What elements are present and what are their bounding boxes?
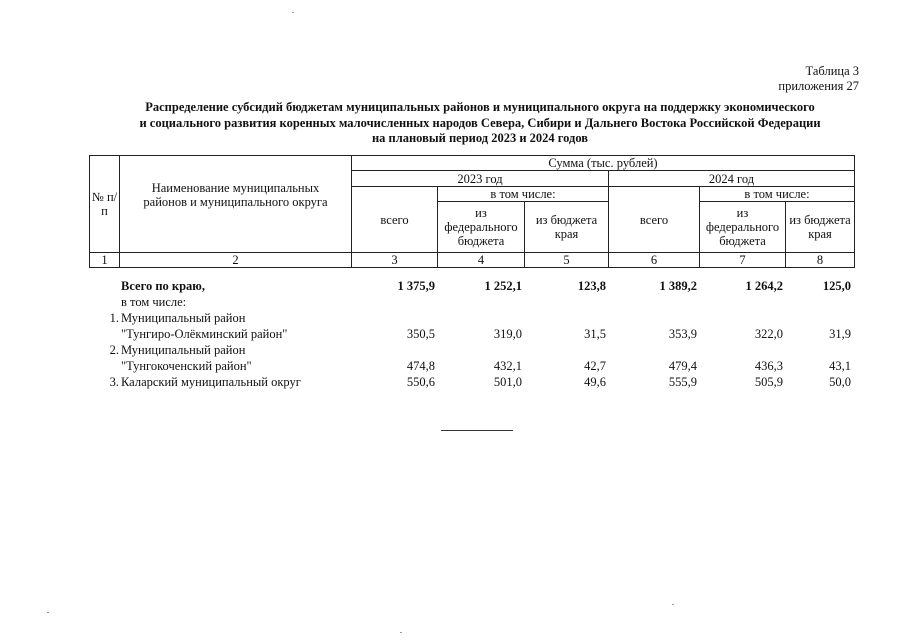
col-number: 5 (525, 253, 609, 268)
col-number: 8 (786, 253, 855, 268)
total-row-name: Всего по краю, (121, 279, 205, 293)
row-name: Каларский муниципальный округ (121, 375, 301, 389)
row-value: 42,7 (584, 359, 606, 373)
scan-speck (292, 12, 294, 13)
row-value: 432,1 (493, 359, 522, 373)
including-label: в том числе: (121, 295, 187, 309)
total-row-value: 1 375,9 (397, 279, 435, 293)
header-incl-2023: в том числе: (438, 187, 609, 202)
header-regional-2024: из бюджета края (786, 202, 855, 253)
header-regional-2023: из бюджета края (525, 202, 609, 253)
header-year-2024: 2024 год (609, 171, 855, 187)
row-value: 479,4 (668, 359, 697, 373)
scan-speck (672, 604, 674, 605)
table-row (89, 310, 862, 326)
total-row (89, 278, 862, 294)
table-row (89, 326, 862, 342)
document-title (80, 100, 880, 147)
table-row (89, 342, 862, 358)
scan-speck (400, 632, 402, 633)
table-row (89, 374, 862, 390)
table-label (778, 64, 859, 94)
col-number: 7 (700, 253, 786, 268)
col-number: 6 (609, 253, 700, 268)
row-value: 319,0 (493, 327, 522, 341)
table-row (89, 358, 862, 374)
row-value: 31,9 (829, 327, 851, 341)
col-number: 4 (438, 253, 525, 268)
header-sum: Сумма (тыс. рублей) (352, 156, 855, 171)
row-number: 1. (109, 311, 119, 325)
row-value: 550,6 (406, 375, 435, 389)
header-incl-2024: в том числе: (700, 187, 855, 202)
row-name: "Тунгиро-Олёкминский район" (121, 327, 288, 341)
scan-speck (47, 612, 49, 613)
header-federal-2024: из федерального бюджета (700, 202, 786, 253)
total-row-value: 1 264,2 (745, 279, 783, 293)
title-line-2: и социального развития коренных малочисленных народов Севера, Сибири и Дальнего Востока Российской Федерации (139, 115, 821, 130)
row-value: 353,9 (668, 327, 697, 341)
row-name: Муниципальный район (121, 343, 246, 357)
col-number: 1 (90, 253, 120, 268)
header-total-2024: всего (609, 187, 700, 253)
row-value: 501,0 (493, 375, 522, 389)
col-number: 2 (120, 253, 352, 268)
total-row-value: 1 389,2 (659, 279, 697, 293)
row-value: 436,3 (754, 359, 783, 373)
row-value: 350,5 (406, 327, 435, 341)
header-total-2023: всего (352, 187, 438, 253)
table-number: Таблица 3 (805, 64, 859, 78)
row-value: 555,9 (668, 375, 697, 389)
subsidy-table-header (89, 155, 855, 268)
total-row-value: 123,8 (577, 279, 606, 293)
including-label-row (89, 294, 862, 310)
header-num: № п/п (90, 156, 120, 253)
row-value: 474,8 (406, 359, 435, 373)
row-value: 505,9 (754, 375, 783, 389)
column-number-row (90, 253, 855, 268)
row-value: 322,0 (754, 327, 783, 341)
row-name: Муниципальный район (121, 311, 246, 325)
total-row-value: 1 252,1 (484, 279, 522, 293)
col-number: 3 (352, 253, 438, 268)
row-number: 2. (109, 343, 119, 357)
header-federal-2023: из федерального бюджета (438, 202, 525, 253)
end-separator-line (441, 430, 513, 431)
row-value: 49,6 (584, 375, 606, 389)
table-body (89, 278, 862, 390)
title-line-3: на плановый период 2023 и 2024 годов (371, 131, 589, 145)
title-line-1: Распределение субсидий бюджетам муниципальных районов и муниципального округа на поддержку экономического (145, 100, 815, 114)
appendix-number: приложения 27 (778, 79, 859, 93)
row-value: 31,5 (584, 327, 606, 341)
row-name: "Тунгокоченский район" (121, 359, 252, 373)
total-row-value: 125,0 (822, 279, 851, 293)
row-value: 43,1 (829, 359, 851, 373)
header-year-2023: 2023 год (352, 171, 609, 187)
row-value: 50,0 (829, 375, 851, 389)
row-number: 3. (109, 375, 119, 389)
header-name: Наименование муниципальных районов и муниципального округа (120, 156, 352, 253)
